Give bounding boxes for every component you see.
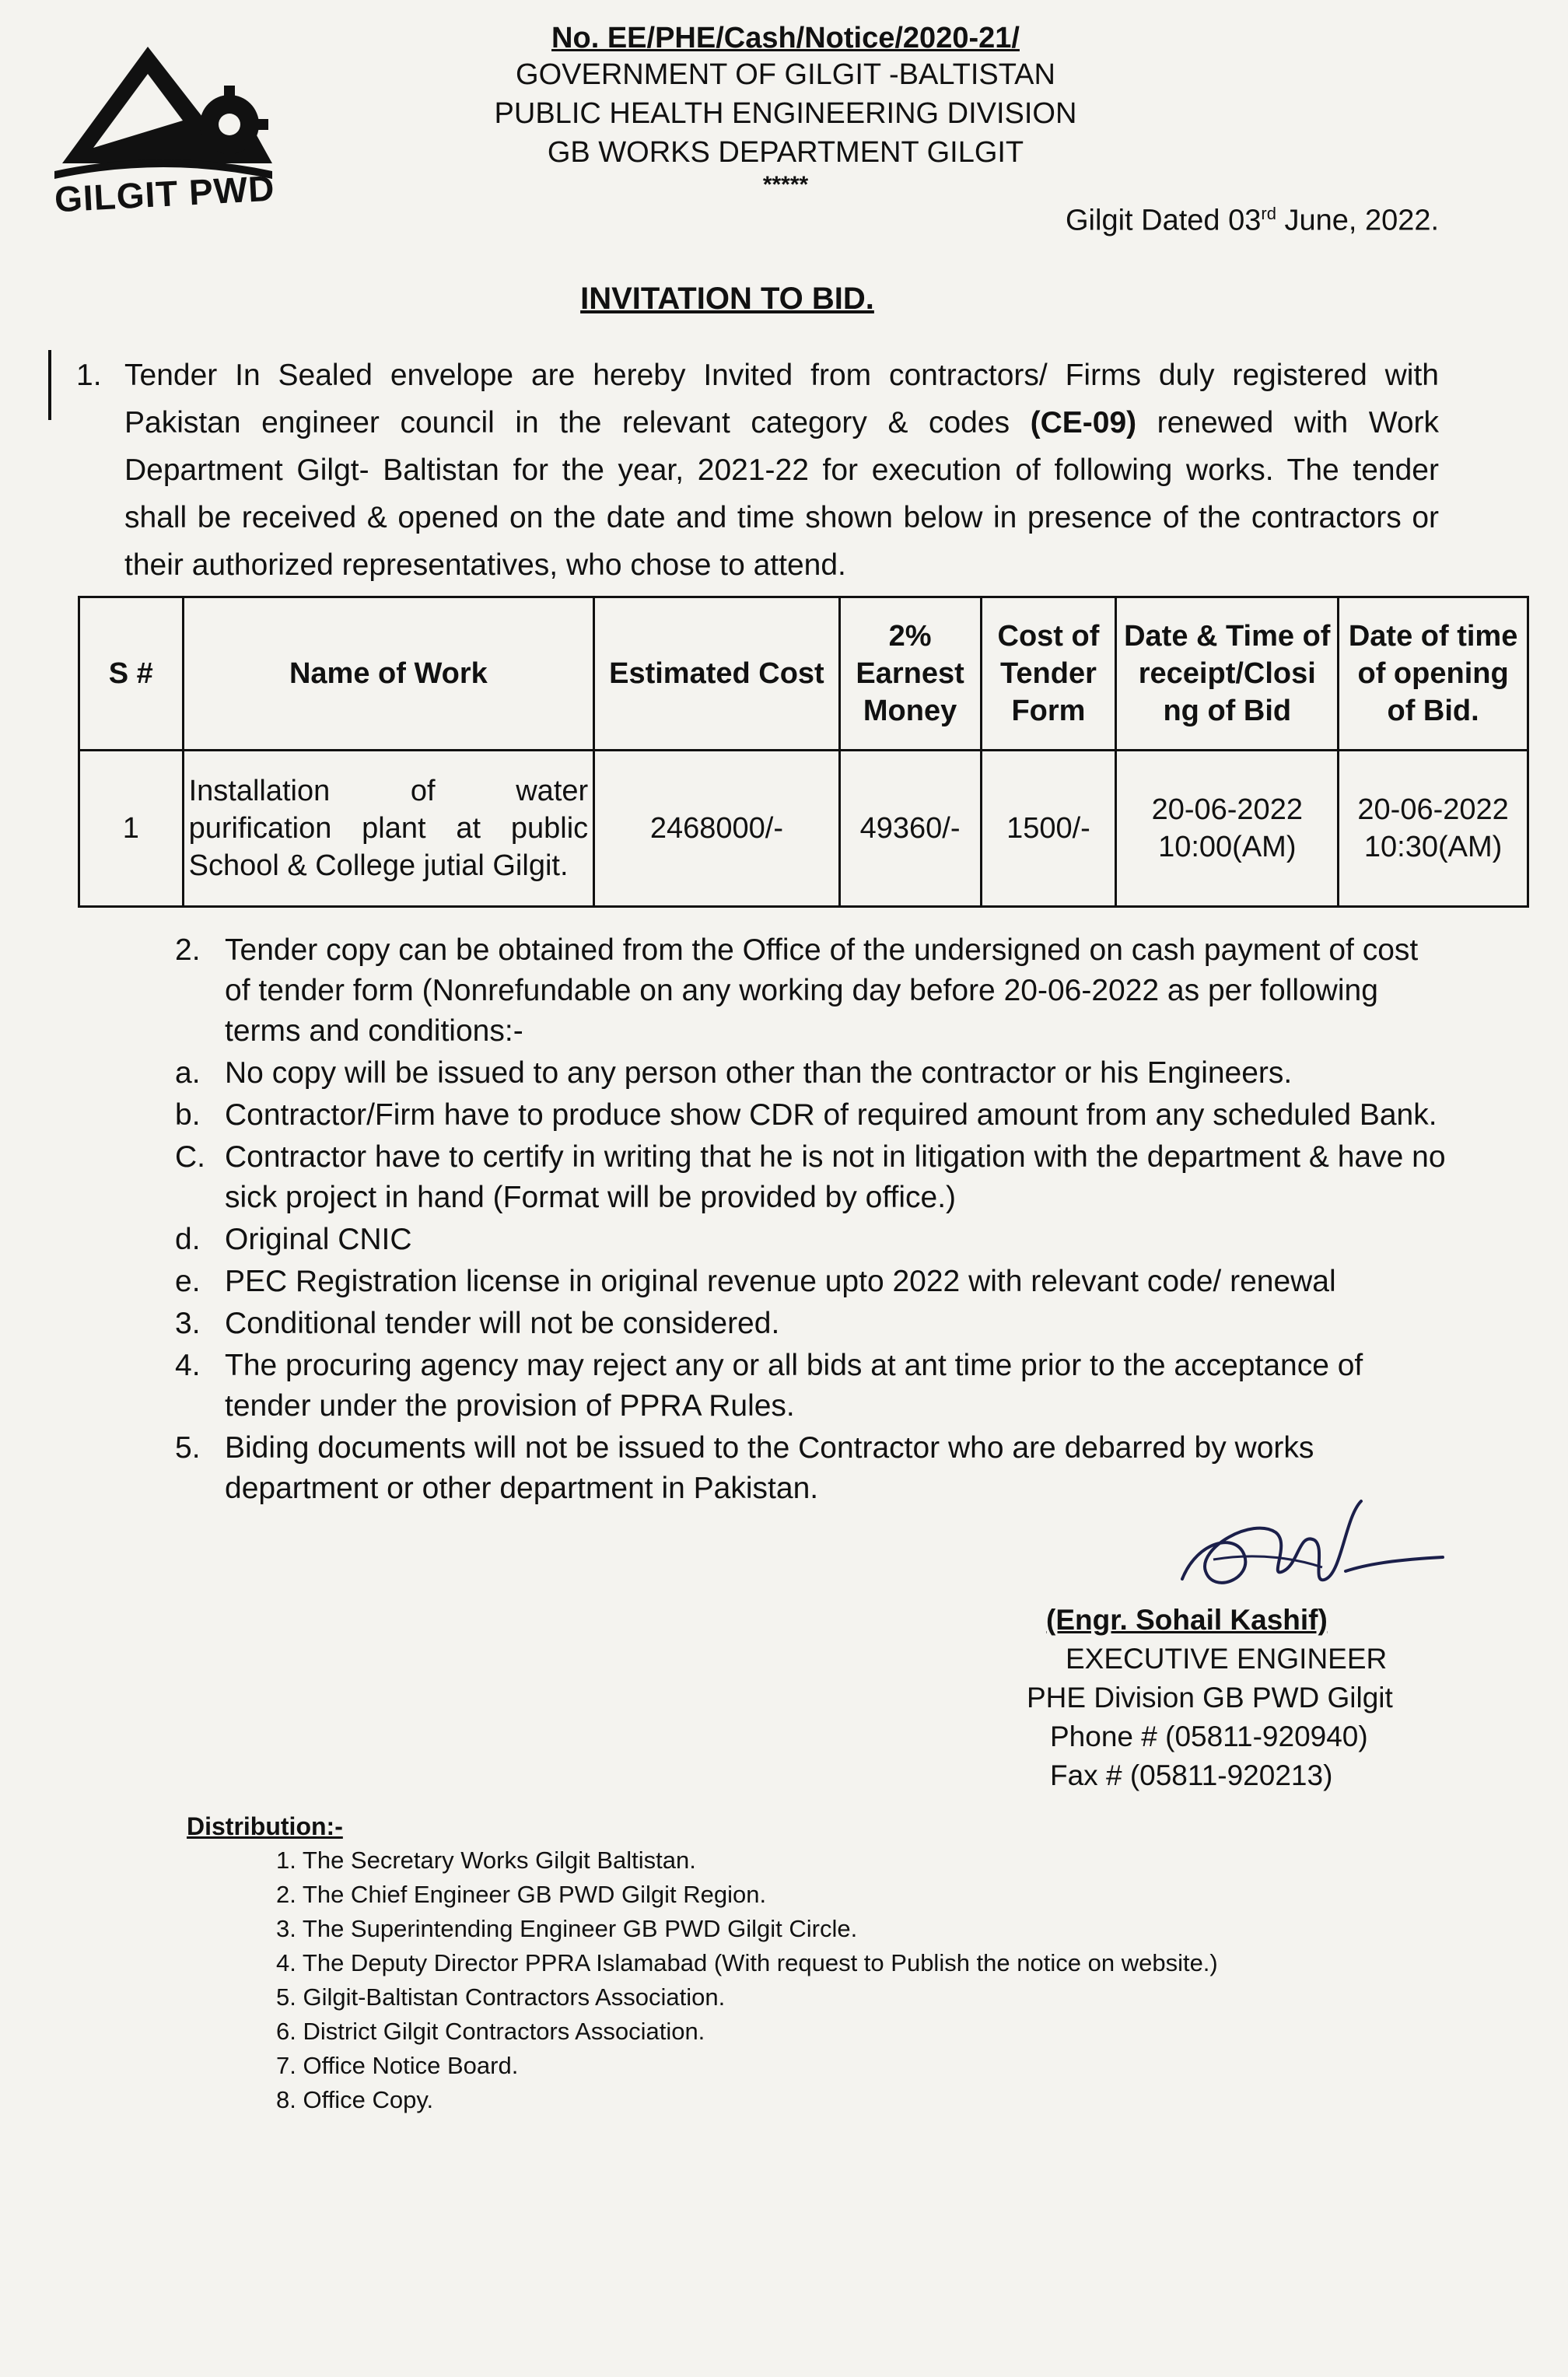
header-name-of-work: Name of Work [183,597,594,751]
header-division: PUBLIC HEALTH ENGINEERING DIVISION [494,97,1077,130]
header-opening-date: Date of time of opening of Bid. [1339,597,1528,751]
cell-receipt: 20-06-2022 10:00(AM) [1116,751,1339,907]
cell-sno: 1 [79,751,184,907]
list-item: e. PEC Registration license in original revenue upto 2022 with relevant code/ renewal [175,1265,1336,1298]
cell-earnest-money: 49360/- [839,751,981,907]
distribution-list [276,1843,1218,2117]
list-item: 3. Conditional tender will not be considered. [175,1307,780,1340]
table-header-row [79,597,1528,751]
list-item: 8. Office Copy. [276,2086,434,2113]
signatory-phone: Phone # (05811-920940) [1050,1721,1368,1752]
table-row [79,751,1528,907]
list-item: 3. The Superintending Engineer GB PWD Gilgit Circle. [276,1915,858,1942]
list-item: 2. The Chief Engineer GB PWD Gilgit Region. [276,1881,767,1908]
header-department: GB WORKS DEPARTMENT GILGIT [547,136,1024,169]
reference-number: No. EE/PHE/Cash/Notice/2020-21/ [551,22,1020,54]
cell-name-of-work: Installation of water purification plant at public School & College jutial Gilgit. [183,751,594,907]
signatory-fax: Fax # (05811-920213) [1050,1759,1333,1791]
list-item: a. No copy will be issued to any person other than the contractor or his Engineers. [175,1056,1293,1090]
list-item: 5. Gilgit-Baltistan Contractors Association. [276,1983,726,2011]
list-item: C. Contractor have to certify in writing that he is not in litigation with the department & have no sick project in hand (Format will be provided by office.) [175,1140,1446,1214]
paragraph-1: 1. Tender In Sealed envelope are hereby Invited from contractors/ Firms duly registered with Pakistan engineer council in the relevant category & codes (CE-09) renewed with Work Department Gilgt- Baltistan for the year, 2021-22 for execution of following works. The tender shall be received & opened on the date and time shown below in presence of the contractors or their authorized representatives, who chose to attend. [76,359,1439,582]
header-stars: ***** [762,172,809,198]
date-line: Gilgit Dated 03rd June, 2022. [1066,204,1440,237]
cell-opening: 20-06-2022 10:30(AM) [1339,751,1528,907]
distribution-title: Distribution:- [187,1812,343,1840]
margin-mark [48,350,51,420]
signatory-designation: EXECUTIVE ENGINEER [1066,1643,1388,1675]
cell-tender-form-cost: 1500/- [981,751,1116,907]
logo-text: GILGIT PWD [53,167,276,220]
terms-list [175,930,1451,1511]
list-item: d. Original CNIC [175,1223,412,1256]
list-item: 5. Biding documents will not be issued to the Contractor who are debarred by works department or other department in Pakistan. [175,1431,1314,1505]
header-receipt-date: Date & Time of receipt/Closi ng of Bid [1116,597,1339,751]
header-tender-form-cost: Cost of Tender Form [981,597,1116,751]
signatory-office: PHE Division GB PWD Gilgit [1027,1682,1393,1714]
list-item: 6. District Gilgit Contractors Association. [276,2018,705,2045]
list-item: 2. Tender copy can be obtained from the Office of the undersigned on cash payment of cost of tender form (Nonrefundable on any working day before 20-06-2022 as per following terms and conditions:- [175,933,1419,1048]
signatory-block [1027,1601,1393,1795]
list-item: b. Contractor/Firm have to produce show CDR of required amount from any scheduled Bank. [175,1098,1437,1132]
list-item: 1. The Secretary Works Gilgit Baltistan. [276,1847,696,1874]
letterhead [467,22,1104,198]
header-earnest-money: 2% Earnest Money [839,597,981,751]
list-item: 7. Office Notice Board. [276,2052,519,2079]
list-item: 4. The Deputy Director PPRA Islamabad (With request to Publish the notice on website.) [276,1949,1218,1976]
works-table [78,596,1529,908]
signatory-name: (Engr. Sohail Kashif) [1046,1604,1328,1636]
header-government: GOVERNMENT OF GILGIT -BALTISTAN [516,58,1055,91]
list-item: 4. The procuring agency may reject any or all bids at ant time prior to the acceptance of tender under the provision of PPRA Rules. [175,1349,1363,1423]
header-estimated-cost: Estimated Cost [594,597,839,751]
header-sno: S # [79,597,184,751]
cell-estimated-cost: 2468000/- [594,751,839,907]
page-title: INVITATION TO BID. [580,282,874,316]
